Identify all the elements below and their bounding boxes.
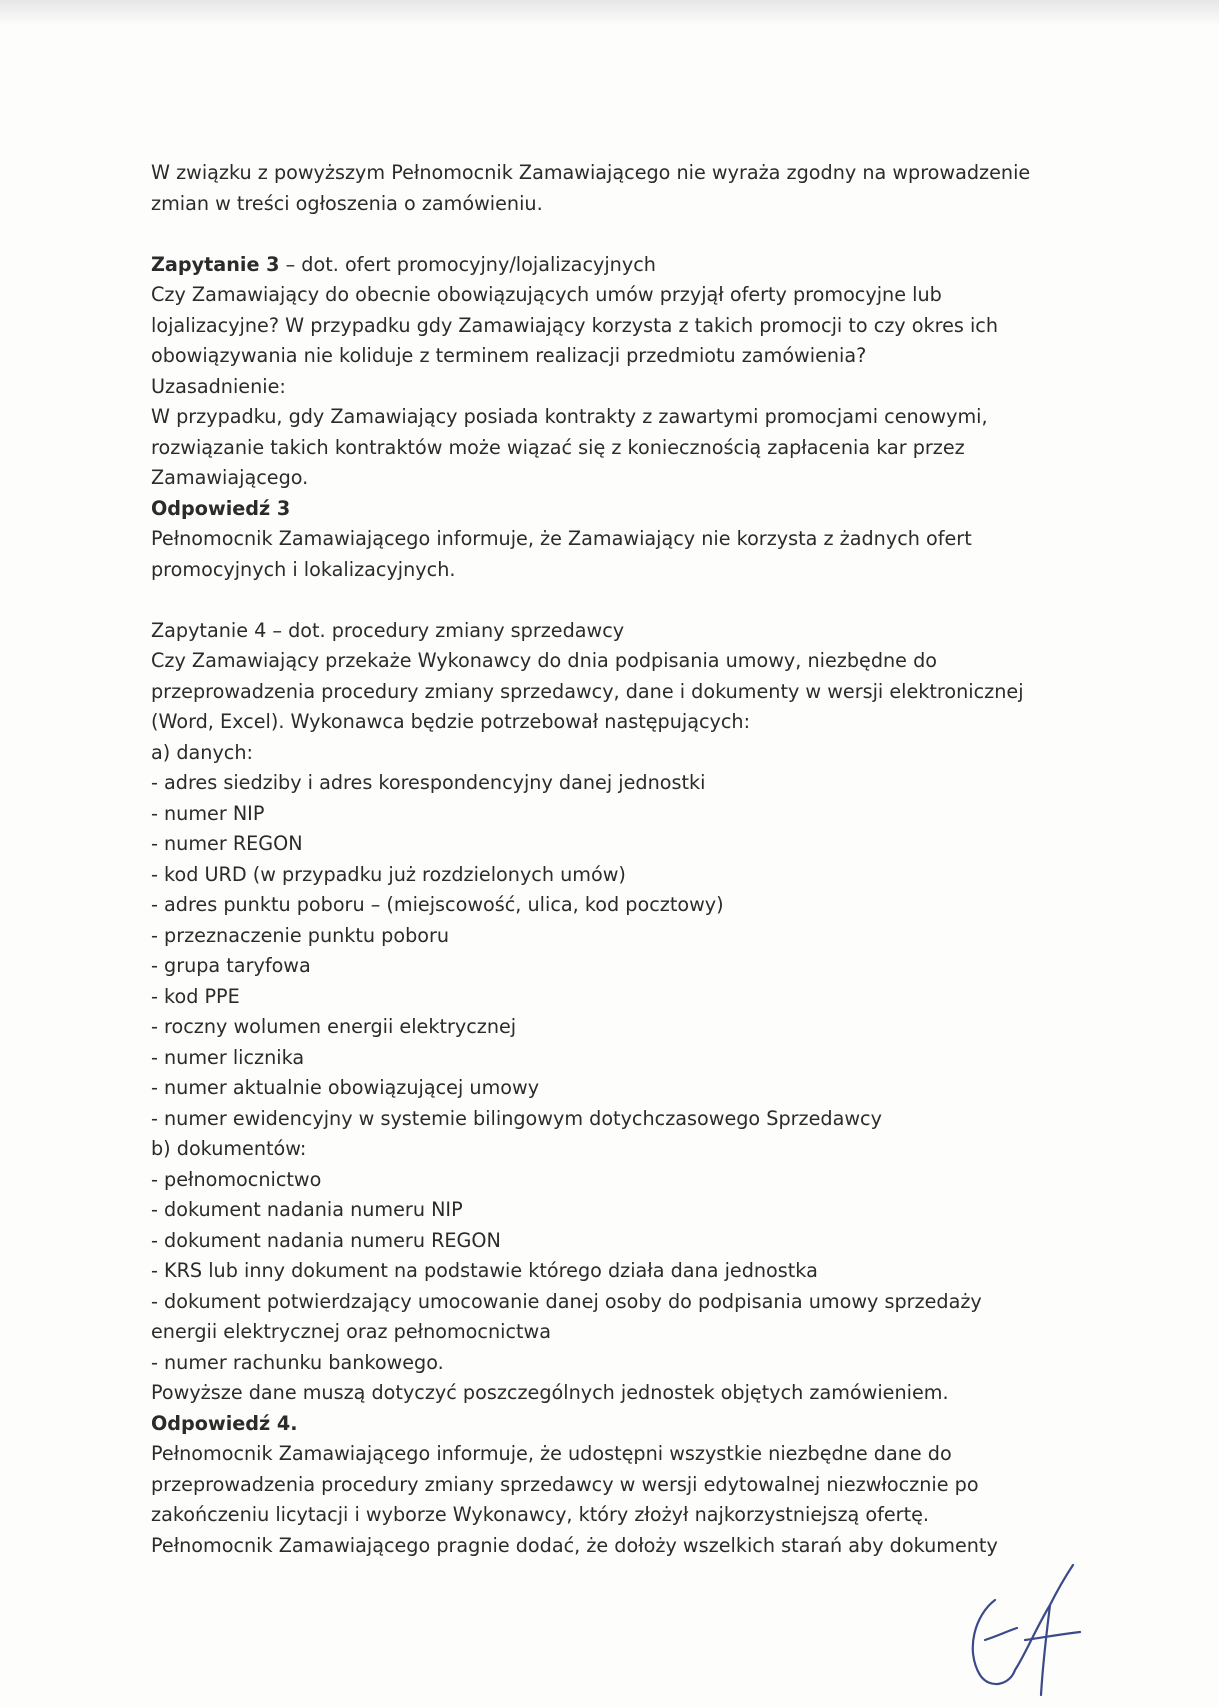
- text-line: przeprowadzenia procedury zmiany sprzedawcy w wersji edytowalnej niezwłocznie po: [151, 1472, 979, 1496]
- text-line: W przypadku, gdy Zamawiający posiada kontrakty z zawartymi promocjami cenowymi,: [151, 405, 988, 428]
- list-item: - dokument nadania numeru REGON: [151, 1228, 501, 1252]
- list-item: - pełnomocnictwo: [151, 1167, 322, 1191]
- question-3-topic: – dot. ofert promocyjny/lojalizacyjnych: [279, 252, 656, 276]
- text-line: Pełnomocnik Zamawiającego informuje, że Zamawiający nie korzysta z żadnych ofert: [151, 527, 972, 550]
- list-item: - adres siedziby i adres korespondencyjny danej jednostki: [151, 771, 706, 794]
- list-item: - numer licznika: [151, 1045, 305, 1069]
- paragraph-gap: [151, 219, 1111, 250]
- text-line: lojalizacyjne? W przypadku gdy Zamawiający korzysta z takich promocji to czy okres ich: [151, 313, 999, 337]
- text-line: Zamawiającego.: [151, 466, 309, 489]
- list-item: - numer ewidencyjny w systemie bilingowym dotychczasowego Sprzedawcy: [151, 1106, 882, 1130]
- text-line: Uzasadnienie:: [151, 374, 286, 398]
- signature-stroke: [973, 1600, 1017, 1684]
- list-item: - KRS lub inny dokument na podstawie którego działa dana jednostka: [151, 1259, 818, 1282]
- list-item: - numer aktualnie obowiązującej umowy: [151, 1076, 540, 1099]
- list-item: - przeznaczenie punktu poboru: [151, 923, 450, 947]
- text-line: (Word, Excel). Wykonawca będzie potrzebował następujących:: [151, 710, 751, 733]
- text-line: a) danych:: [151, 740, 253, 764]
- document-body: [151, 158, 1111, 1561]
- text-line: zmian w treści ogłoszenia o zamówieniu.: [151, 191, 543, 215]
- text-line: W związku z powyższym Pełnomocnik Zamawiającego nie wyraża zgodny na wprowadzenie: [151, 161, 1031, 184]
- list-item: - numer REGON: [151, 832, 303, 855]
- list-item: - adres punktu poboru – (miejscowość, ulica, kod pocztowy): [151, 893, 724, 916]
- text-line: obowiązywania nie koliduje z terminem realizacji przedmiotu zamówienia?: [151, 344, 867, 367]
- text-line: Czy Zamawiający przekaże Wykonawcy do dnia podpisania umowy, niezbędne do: [151, 649, 937, 672]
- question-3-label: Zapytanie 3: [151, 252, 280, 276]
- answer-4-heading: Odpowiedź 4.: [151, 1411, 298, 1435]
- list-item: - dokument potwierdzający umocowanie danej osoby do podpisania umowy sprzedaży: [151, 1289, 982, 1313]
- text-line: Pełnomocnik Zamawiającego informuje, że udostępni wszystkie niezbędne dane do: [151, 1442, 952, 1465]
- text-line: b) dokumentów:: [151, 1137, 307, 1160]
- list-item: - kod URD (w przypadku już rozdzielonych umów): [151, 862, 626, 886]
- text-line: Pełnomocnik Zamawiającego pragnie dodać, że dołoży wszelkich starań aby dokumenty: [151, 1533, 998, 1557]
- list-item: - numer NIP: [151, 801, 265, 825]
- text-line: energii elektrycznej oraz pełnomocnictwa: [151, 1320, 551, 1343]
- scan-edge-shadow: [0, 0, 1219, 26]
- list-item: - dokument nadania numeru NIP: [151, 1198, 463, 1221]
- text-line: przeprowadzenia procedury zmiany sprzedawcy, dane i dokumenty w wersji elektronicznej: [151, 679, 1024, 703]
- text-line: zakończeniu licytacji i wyborze Wykonawcy, który złożył najkorzystniejszą ofertę.: [151, 1503, 930, 1526]
- text-line: Czy Zamawiający do obecnie obowiązujących umów przyjął oferty promocyjne lub: [151, 283, 942, 306]
- paragraph-gap: [151, 585, 1111, 616]
- handwritten-signature: [955, 1560, 1095, 1700]
- list-item: - numer rachunku bankowego.: [151, 1350, 444, 1374]
- text-line: Powyższe dane muszą dotyczyć poszczególnych jednostek objętych zamówieniem.: [151, 1381, 949, 1404]
- answer-3-heading: Odpowiedź 3: [151, 496, 291, 520]
- text-line: rozwiązanie takich kontraktów może wiązać się z koniecznością zapłacenia kar przez: [151, 435, 965, 459]
- list-item: - kod PPE: [151, 984, 240, 1008]
- text-line: promocyjnych i lokalizacyjnych.: [151, 557, 456, 581]
- question-4-heading: Zapytanie 4 – dot. procedury zmiany sprzedawcy: [151, 618, 625, 642]
- question-3-heading: [151, 250, 1111, 281]
- signature-stroke: [1015, 1565, 1080, 1695]
- list-item: - roczny wolumen energii elektrycznej: [151, 1015, 517, 1038]
- list-item: - grupa taryfowa: [151, 954, 311, 977]
